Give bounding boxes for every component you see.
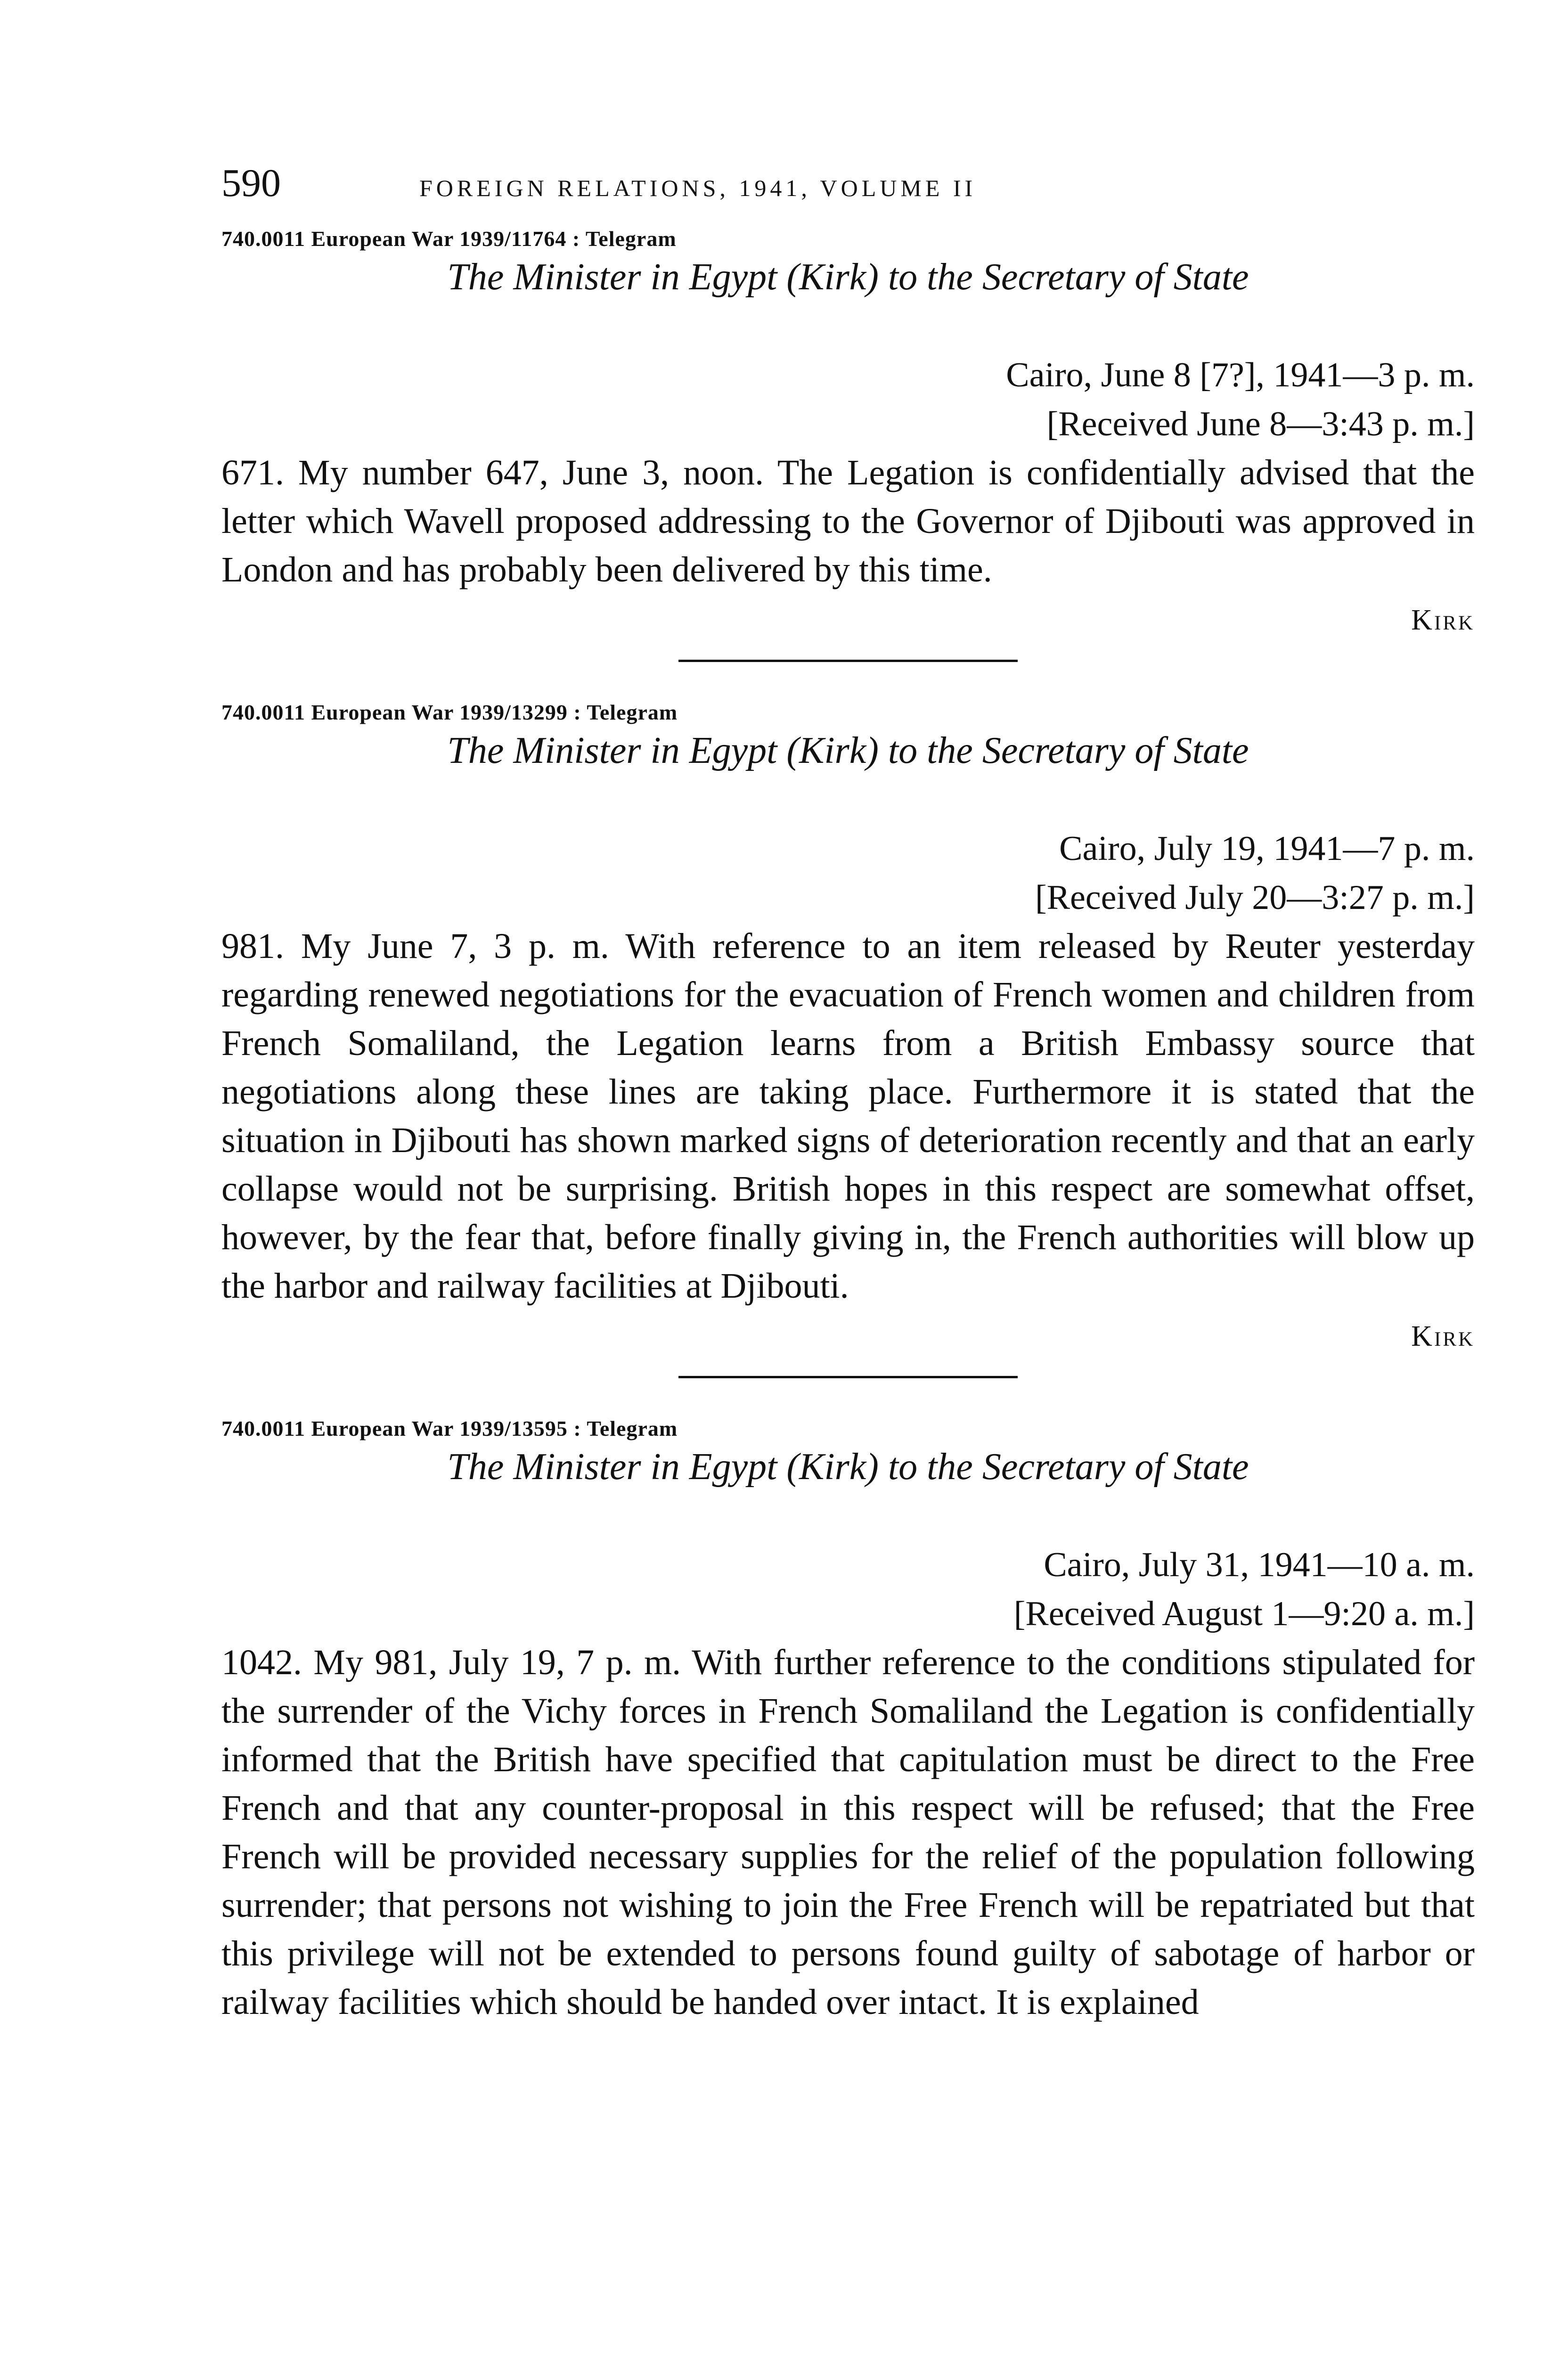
dateline (221, 1540, 1475, 1638)
received-date: [Received June 8—3:43 p. m.] (1046, 405, 1475, 443)
section-divider (678, 1376, 1018, 1378)
telegram-body: 671. My number 647, June 3, noon. The Legation is confidentially advised that the letter which Wavell proposed addressing to the Governor of Djibouti was approved in London and has probably been delivered by this time. (221, 453, 1475, 589)
received-date: [Received August 1—9:20 a. m.] (1013, 1595, 1475, 1633)
document-entry (221, 226, 1475, 637)
sent-date: Cairo, July 31, 1941—10 a. m. (1044, 1546, 1475, 1584)
dateline (221, 824, 1475, 922)
telegram-body: 981. My June 7, 3 p. m. With reference to an item released by Reuter yesterday regarding renewed negotiations for the evacuation of French women and children from French Somaliland, the Legation learns from a British Embassy source that negotiations along these lines are taking place. Furthermore it is stated that the situation in Djibouti has shown marked signs of deterioration recently and that an early collapse would not be surprising. British hopes in this respect are somewhat offset, however, by the fear that, before finally giving in, the French authorities will blow up the harbor and railway facilities at Djibouti. (221, 926, 1475, 1306)
document-entry (221, 1416, 1475, 2027)
signature: Kirk (1411, 1320, 1475, 1352)
page-number: 590 (221, 161, 281, 205)
document-title: The Minister in Egypt (Kirk) to the Secretary of State (447, 1446, 1249, 1488)
document-page (221, 160, 1475, 2027)
telegram-body: 1042. My 981, July 19, 7 p. m. With further reference to the conditions stipulated for the surrender of the Vichy forces in French Somaliland the Legation is confidentially informed that the British have specified that capitulation must be direct to the Free French and that any counter-proposal in this respect will be refused; that the Free French will be provided necessary supplies for the relief of the population following surrender; that persons not wishing to join the Free French will be repatriated but that this privilege will not be extended to persons found guilty of sabotage of harbor or railway facilities which should be handed over intact. It is explained (221, 1643, 1475, 2022)
file-reference: 740.0011 European War 1939/13595 : Telegram (221, 1416, 678, 1440)
sent-date: Cairo, June 8 [7?], 1941—3 p. m. (1006, 356, 1475, 394)
document-entry (221, 700, 1475, 1353)
received-date: [Received July 20—3:27 p. m.] (1035, 878, 1475, 917)
document-title: The Minister in Egypt (Kirk) to the Secretary of State (447, 730, 1249, 771)
file-reference: 740.0011 European War 1939/11764 : Telegram (221, 227, 677, 251)
sent-date: Cairo, July 19, 1941—7 p. m. (1059, 829, 1475, 868)
section-divider (678, 660, 1018, 662)
dateline (221, 351, 1475, 449)
document-title: The Minister in Egypt (Kirk) to the Secretary of State (447, 256, 1249, 298)
signature: Kirk (1411, 604, 1475, 636)
running-title: FOREIGN RELATIONS, 1941, VOLUME II (419, 175, 977, 201)
page-header (221, 160, 1475, 217)
file-reference: 740.0011 European War 1939/13299 : Telegram (221, 700, 678, 724)
